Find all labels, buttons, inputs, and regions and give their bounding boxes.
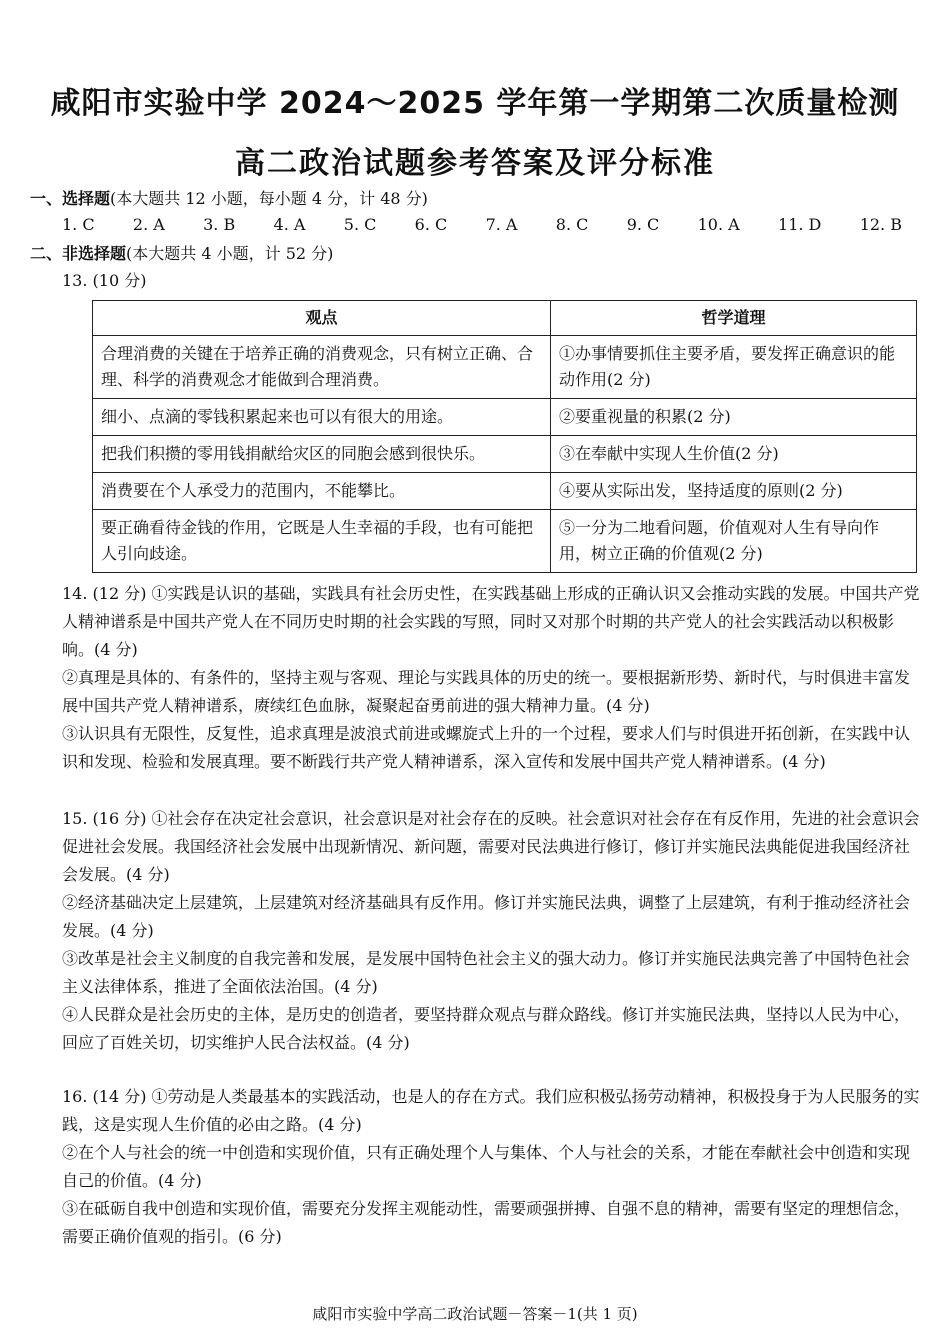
answer-item: 2. A xyxy=(132,215,165,234)
table-cell: 消费要在个人承受力的范围内，不能攀比。 xyxy=(93,473,551,510)
column-header-viewpoint: 观点 xyxy=(93,301,551,336)
table-cell: ⑤一分为二地看问题，价值观对人生有导向作用，树立正确的价值观(2 分) xyxy=(551,510,917,573)
section-note: (本大题共 12 小题，每小题 4 分，计 48 分) xyxy=(110,189,428,208)
answer-paragraph: 16. (14 分) ①劳动是人类最基本的实践活动，也是人的存在方式。我们应积极弘扬劳动精神，积极投身于为人民服务的实践，这是实现人生价值的必由之路。(4 分) xyxy=(62,1087,920,1134)
answer-item: 12. B xyxy=(859,215,902,234)
answer-paragraph: ③在砥砺自我中创造和实现价值，需要充分发挥主观能动性，需要顽强拼搏、自强不息的精神，需要有坚定的理想信念，需要正确价值观的指引。(6 分) xyxy=(62,1199,911,1246)
section-heading: 二、非选择题 xyxy=(30,244,127,263)
table-cell: 细小、点滴的零钱积累起来也可以有很大的用途。 xyxy=(93,399,551,436)
page-title: 咸阳市实验中学 2024～2025 学年第一学期第二次质量检测 xyxy=(50,86,900,121)
table-cell: ②要重视量的积累(2 分) xyxy=(551,399,917,436)
table-cell: ④要从实际出发，坚持适度的原则(2 分) xyxy=(551,473,917,510)
answer-paragraph: ③认识具有无限性，反复性，追求真理是波浪式前进或螺旋式上升的一个过程，要求人们与时俱进开拓创新，在实践中认识和发现、检验和发展真理。要不断践行共产党人精神谱系，深入宣传和发展中国共产党人精神谱系。(4 分) xyxy=(62,724,911,771)
section-note: (本大题共 4 小题，计 52 分) xyxy=(126,244,334,263)
table-row xyxy=(93,436,917,473)
answer-item: 5. C xyxy=(343,215,377,234)
table-cell: 把我们积攒的零用钱捐献给灾区的同胞会感到很快乐。 xyxy=(93,436,551,473)
page-subtitle: 高二政治试题参考答案及评分标准 xyxy=(235,146,715,181)
answer-item: 7. A xyxy=(485,215,518,234)
answer-paragraph: ③改革是社会主义制度的自我完善和发展，是发展中国特色社会主义的强大动力。修订并实施民法典完善了中国特色社会主义法律体系，推进了全面依法治国。(4 分) xyxy=(62,949,911,996)
table-cell: 合理消费的关键在于培养正确的消费观念，只有树立正确、合理、科学的消费观念才能做到合理消费。 xyxy=(93,336,551,399)
answer-key-list xyxy=(62,214,902,236)
section-open-questions-heading xyxy=(30,243,333,265)
answer-item: 4. A xyxy=(273,215,306,234)
answer-item: 9. C xyxy=(626,215,660,234)
question-13-label: 13. (10 分) xyxy=(62,271,147,290)
table-cell: 要正确看待金钱的作用，它既是人生幸福的手段，也有可能把人引向歧途。 xyxy=(93,510,551,573)
answer-item: 1. C xyxy=(62,215,95,234)
answer-paragraph: ②在个人与社会的统一中创造和实现价值，只有正确处理个人与集体、个人与社会的关系，才能在奉献社会中创造和实现自己的价值。(4 分) xyxy=(62,1143,911,1190)
table-row xyxy=(93,473,917,510)
answer-paragraph: 14. (12 分) ①实践是认识的基础，实践具有社会历史性，在实践基础上形成的正确认识又会推动实践的发展。中国共产党人精神谱系是中国共产党人在不同历史时期的社会实践的写照，同时又对那个时期的共产党人的社会实践活动以积极影响。(4 分) xyxy=(62,584,920,659)
answer-paragraph: ②经济基础决定上层建筑，上层建筑对经济基础具有反作用。修订并实施民法典，调整了上层建筑，有利于推动经济社会发展。(4 分) xyxy=(62,893,911,940)
table-header-row xyxy=(93,301,917,336)
page-footer: 咸阳市实验中学高二政治试题－答案－1(共 1 页) xyxy=(312,1305,638,1323)
table-cell: ③在奉献中实现人生价值(2 分) xyxy=(551,436,917,473)
answer-item: 6. C xyxy=(414,215,448,234)
section-multiple-choice-heading xyxy=(30,188,428,210)
answer-paragraph: ②真理是具体的、有条件的，坚持主观与客观、理论与实践具体的历史的统一。要根据新形势、新时代，与时俱进丰富发展中国共产党人精神谱系，赓续红色血脉，凝聚起奋勇前进的强大精神力量。(4 分) xyxy=(62,668,911,715)
answer-paragraph: ④人民群众是社会历史的主体，是历史的创造者，要坚持群众观点与群众路线。修订并实施民法典，坚持以人民为中心，回应了百姓关切，切实维护人民合法权益。(4 分) xyxy=(62,1005,911,1052)
column-header-philosophy: 哲学道理 xyxy=(551,301,917,336)
answer-item: 11. D xyxy=(778,215,822,234)
answer-item: 3. B xyxy=(203,215,236,234)
answer-item: 10. A xyxy=(697,215,740,234)
table-cell: ①办事情要抓住主要矛盾，要发挥正确意识的能动作用(2 分) xyxy=(551,336,917,399)
question-16-answer xyxy=(62,1083,924,1251)
question-13-table xyxy=(92,300,917,573)
table-row xyxy=(93,510,917,573)
question-15-answer xyxy=(62,805,924,1057)
answer-paragraph: 15. (16 分) ①社会存在决定社会意识，社会意识是对社会存在的反映。社会意识对社会存在有反作用，先进的社会意识会促进社会发展。我国经济社会发展中出现新情况、新问题，需要对民法典进行修订，修订并实施民法典能促进我国经济社会发展。(4 分) xyxy=(62,809,920,884)
table-row xyxy=(93,336,917,399)
answer-item: 8. C xyxy=(555,215,589,234)
section-heading: 一、选择题 xyxy=(30,189,111,208)
question-14-answer xyxy=(62,580,924,776)
table-row xyxy=(93,399,917,436)
